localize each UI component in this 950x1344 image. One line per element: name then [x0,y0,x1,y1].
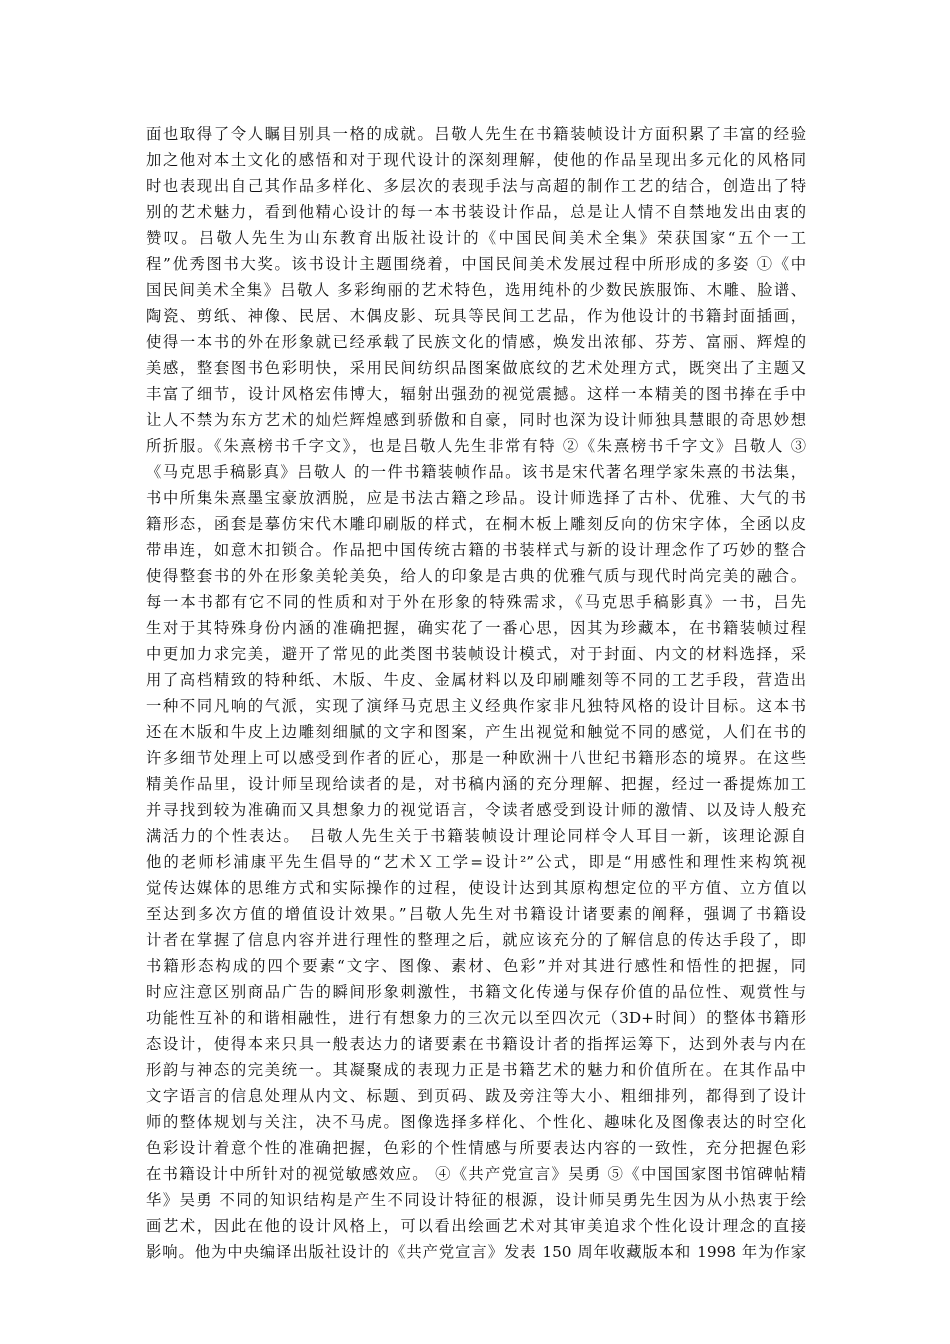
text-line: 计者在掌握了信息内容并进行理性的整理之后，就应该充分的了解信息的传达手段了，即 [146,931,806,949]
text-line: 精美作品里，设计师呈现给读者的是，对书稿内涵的充分理解、把握，经过一番提炼加工 [146,775,806,793]
text-line: 功能性互补的和谐相融性，进行有想象力的三次元以至四次元（3D+时间）的整体书籍形 [146,1009,806,1027]
text-line: 美感，整套图书色彩明快，采用民间纺织品图案做底纹的艺术处理方式，既突出了主题又 [146,359,806,377]
text-line: 所折服。《朱熹榜书千字文》，也是吕敬人先生非常有特 ②《朱熹榜书千字文》吕敬人 ③ [146,437,806,455]
text-line: 面也取得了令人瞩目别具一格的成就。吕敬人先生在书籍装帧设计方面积累了丰富的经验 [146,125,806,143]
text-line: 中更加力求完美，避开了常见的此类图书装帧设计模式，对于封面、内文的材料选择，采 [146,645,806,663]
text-line: 影响。他为中央编译出版社设计的《共产党宣言》发表 150 周年收藏版本和 1998 年为作家 [146,1243,806,1261]
text-line: 时应注意区别商品广告的瞬间形象刺激性，书籍文化传递与保存价值的品位性、观赏性与 [146,983,806,1001]
text-line: 国民间美术全集》吕敬人 多彩绚丽的艺术特色，选用纯朴的少数民族服饰、木雕、脸谱、 [146,281,806,299]
text-line: 生对于其特殊身份内涵的准确把握，确实花了一番心思，因其为珍藏本，在书籍装帧过程 [146,619,806,637]
text-line: 时也表现出自己其作品多样化、多层次的表现手法与高超的制作工艺的结合，创造出了特 [146,177,806,195]
text-line: 使得整套书的外在形象美轮美奂，给人的印象是古典的优雅气质与现代时尚完美的融合。 [146,567,806,585]
text-line: 华》吴勇 不同的知识结构是产生不同设计特征的根源，设计师吴勇先生因为从小热衷于绘 [146,1191,806,1209]
text-line: 每一本书都有它不同的性质和对于外在形象的特殊需求，《马克思手稿影真》一书，吕先 [146,593,806,611]
text-line: 觉传达媒体的思维方式和实际操作的过程，使设计达到其原构想定位的平方值、立方值以 [146,879,806,897]
text-line: 程”优秀图书大奖。该书设计主题围绕着，中国民间美术发展过程中所形成的多姿 ①《中 [146,255,806,273]
text-line: 让人不禁为东方艺术的灿烂辉煌感到骄傲和自豪，同时也深为设计师独具慧眼的奇思妙想 [146,411,806,429]
text-line: 一种不同凡响的气派，实现了演绎马克思主义经典作家非凡独特风格的设计目标。这本书 [146,697,806,715]
text-line: 画艺术，因此在他的设计风格上，可以看出绘画艺术对其审美追求个性化设计理念的直接 [146,1217,806,1235]
text-line: 师的整体规划与关注，决不马虎。图像选择多样化、个性化、趣味化及图像表达的时空化 [146,1113,806,1131]
text-line: 别的艺术魅力，看到他精心设计的每一本书装设计作品，总是让人情不自禁地发出由衷的 [146,203,806,221]
text-line: 书籍形态构成的四个要素“文字、图像、素材、色彩”并对其进行感性和悟性的把握，同 [146,957,806,975]
text-line: 在书籍设计中所针对的视觉敏感效应。 ④《共产党宣言》吴勇 ⑤《中国国家图书馆碑帖精 [146,1165,806,1183]
text-line: 加之他对本土文化的感悟和对于现代设计的深刻理解，使他的作品呈现出多元化的风格同 [146,151,806,169]
text-line: 丰富了细节，设计风格宏伟博大，辐射出强劲的视觉震撼。这样一本精美的图书捧在手中 [146,385,806,403]
text-line: 态设计，使得本来只具一般表达力的诸要素在书籍设计者的指挥运筹下，达到外表与内在 [146,1035,806,1053]
text-line: 满活力的个性表达。 吕敬人先生关于书籍装帧设计理论同样令人耳目一新，该理论源自 [146,827,806,845]
text-line: 并寻找到较为准确而又具想象力的视觉语言，令读者感受到设计师的激情、以及诗人般充 [146,801,806,819]
text-line: 带串连，如意木扣锁合。作品把中国传统古籍的书装样式与新的设计理念作了巧妙的整合 [146,541,806,559]
text-line: 赞叹。吕敬人先生为山东教育出版社设计的《中国民间美术全集》荣获国家“五个一工 [146,229,806,247]
text-line: 《马克思手稿影真》吕敬人 的一件书籍装帧作品。该书是宋代著名理学家朱熹的书法集， [146,463,806,481]
text-line: 色彩设计着意个性的准确把握，色彩的个性情感与所要表达内容的一致性，充分把握色彩 [146,1139,806,1157]
text-line: 书中所集朱熹墨宝豪放洒脱，应是书法古籍之珍品。设计师选择了古朴、优雅、大气的书 [146,489,806,507]
text-line: 籍形态，函套是摹仿宋代木雕印刷版的样式，在桐木板上雕刻反向的仿宋字体，全函以皮 [146,515,806,533]
body-text [146,121,806,1265]
text-line: 至达到多次方值的增值设计效果。”吕敬人先生对书籍设计诸要素的阐释，强调了书籍设 [146,905,806,923]
text-line: 他的老师杉浦康平先生倡导的“艺术Ｘ工学=设计²”公式，即是“用感性和理性来构筑视 [146,853,806,871]
text-line: 许多细节处理上可以感受到作者的匠心，那是一种欧洲十八世纪书籍形态的境界。在这些 [146,749,806,767]
text-line: 还在木版和牛皮上边雕刻细腻的文字和图案，产生出视觉和触觉不同的感觉，人们在书的 [146,723,806,741]
text-line: 陶瓷、剪纸、神像、民居、木偶皮影、玩具等民间工艺品，作为他设计的书籍封面插画， [146,307,806,325]
text-line: 形韵与神态的完美统一。其凝聚成的表现力正是书籍艺术的魅力和价值所在。在其作品中 [146,1061,806,1079]
text-line: 使得一本书的外在形象就已经承载了民族文化的情感，焕发出浓郁、芬芳、富丽、辉煌的 [146,333,806,351]
text-line: 文字语言的信息处理从内文、标题、到页码、跋及旁注等大小、粗细排列，都得到了设计 [146,1087,806,1105]
text-line: 用了高档精致的特种纸、木版、牛皮、金属材料以及印刷雕刻等不同的工艺手段，营造出 [146,671,806,689]
